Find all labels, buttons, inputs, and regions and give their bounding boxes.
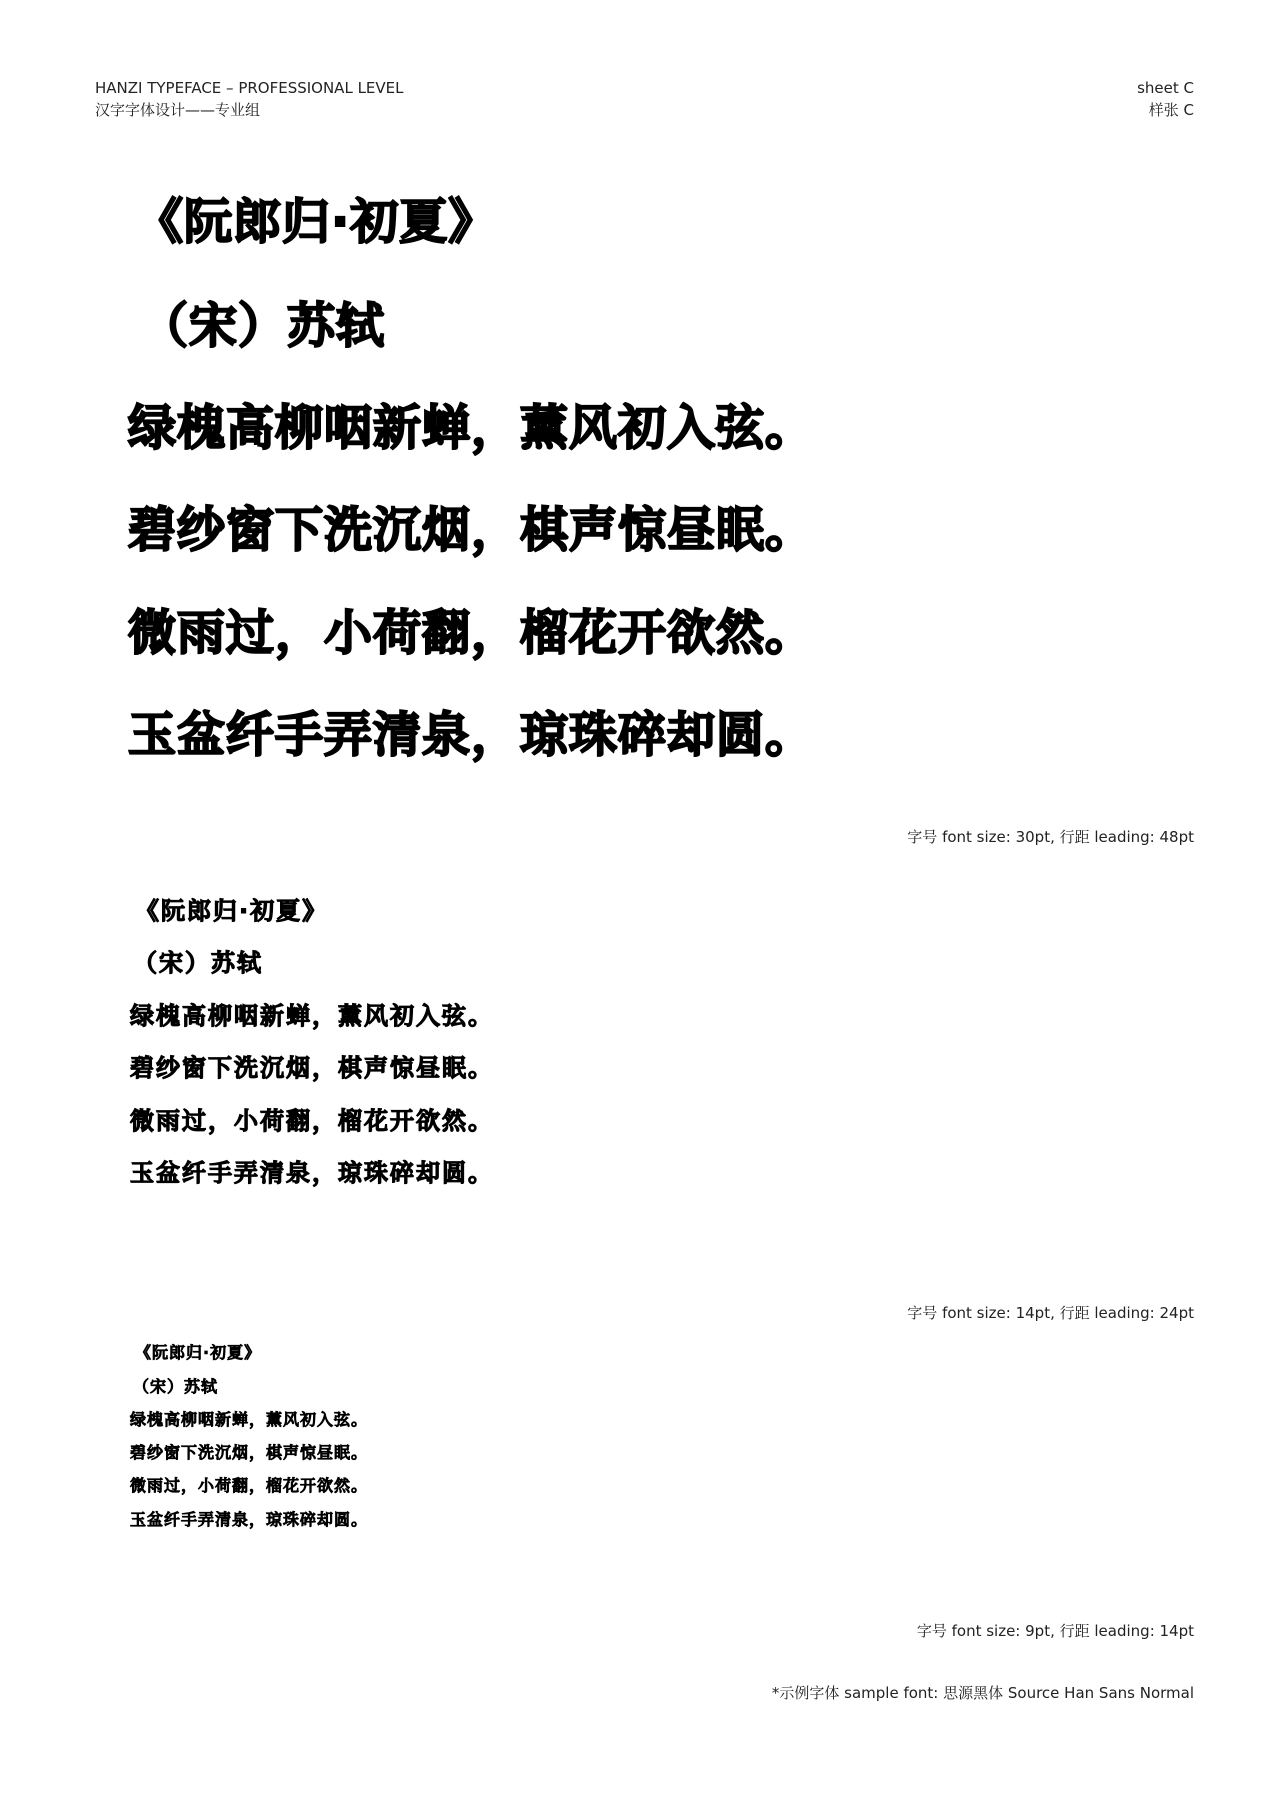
poem-line: 绿槐高柳咽新蝉，薰风初入弦。 bbox=[130, 1002, 494, 1030]
header-title-en: HANZI TYPEFACE – PROFESSIONAL LEVEL bbox=[95, 79, 404, 97]
poem-line: 玉盆纤手弄清泉，琼珠碎却圆。 bbox=[128, 707, 815, 763]
poem-line: 玉盆纤手弄清泉，琼珠碎却圆。 bbox=[130, 1159, 494, 1187]
poem-line: 碧纱窗下洗沉烟，棋声惊昼眠。 bbox=[130, 1054, 494, 1082]
poem-title: 《阮郎归·初夏》 bbox=[135, 194, 498, 250]
sample-font-footnote: *示例字体 sample font: 思源黑体 Source Han Sans Normal bbox=[771, 1684, 1194, 1702]
sheet-label-zh: 样张 C bbox=[1148, 101, 1194, 119]
poem-line: 碧纱窗下洗沉烟，棋声惊昼眠。 bbox=[130, 1443, 369, 1462]
caption-30pt: 字号 font size: 30pt, 行距 leading: 48pt bbox=[907, 828, 1194, 846]
poem-line: 玉盆纤手弄清泉，琼珠碎却圆。 bbox=[130, 1510, 369, 1529]
poem-line: 绿槐高柳咽新蝉，薰风初入弦。 bbox=[130, 1410, 369, 1429]
poem-author: （宋）苏轼 bbox=[140, 298, 386, 354]
poem-line: 微雨过，小荷翻，榴花开欲然。 bbox=[128, 605, 815, 661]
poem-line: 碧纱窗下洗沉烟，棋声惊昼眠。 bbox=[128, 502, 815, 558]
poem-author: （宋）苏轼 bbox=[133, 949, 263, 977]
poem-title: 《阮郎归·初夏》 bbox=[135, 897, 329, 925]
poem-title: 《阮郎归·初夏》 bbox=[135, 1343, 262, 1362]
poem-line: 微雨过，小荷翻，榴花开欲然。 bbox=[130, 1476, 369, 1495]
header-right bbox=[1137, 77, 1194, 121]
poem-author: （宋）苏轼 bbox=[133, 1377, 219, 1396]
poem-line: 微雨过，小荷翻，榴花开欲然。 bbox=[130, 1107, 494, 1135]
poem-line: 绿槐高柳咽新蝉，薰风初入弦。 bbox=[128, 400, 815, 456]
header-title-zh: 汉字字体设计——专业组 bbox=[95, 101, 261, 119]
header-left bbox=[95, 77, 404, 121]
sheet-label-en: sheet C bbox=[1137, 79, 1194, 97]
caption-14pt: 字号 font size: 14pt, 行距 leading: 24pt bbox=[907, 1304, 1194, 1322]
caption-9pt: 字号 font size: 9pt, 行距 leading: 14pt bbox=[916, 1622, 1194, 1640]
